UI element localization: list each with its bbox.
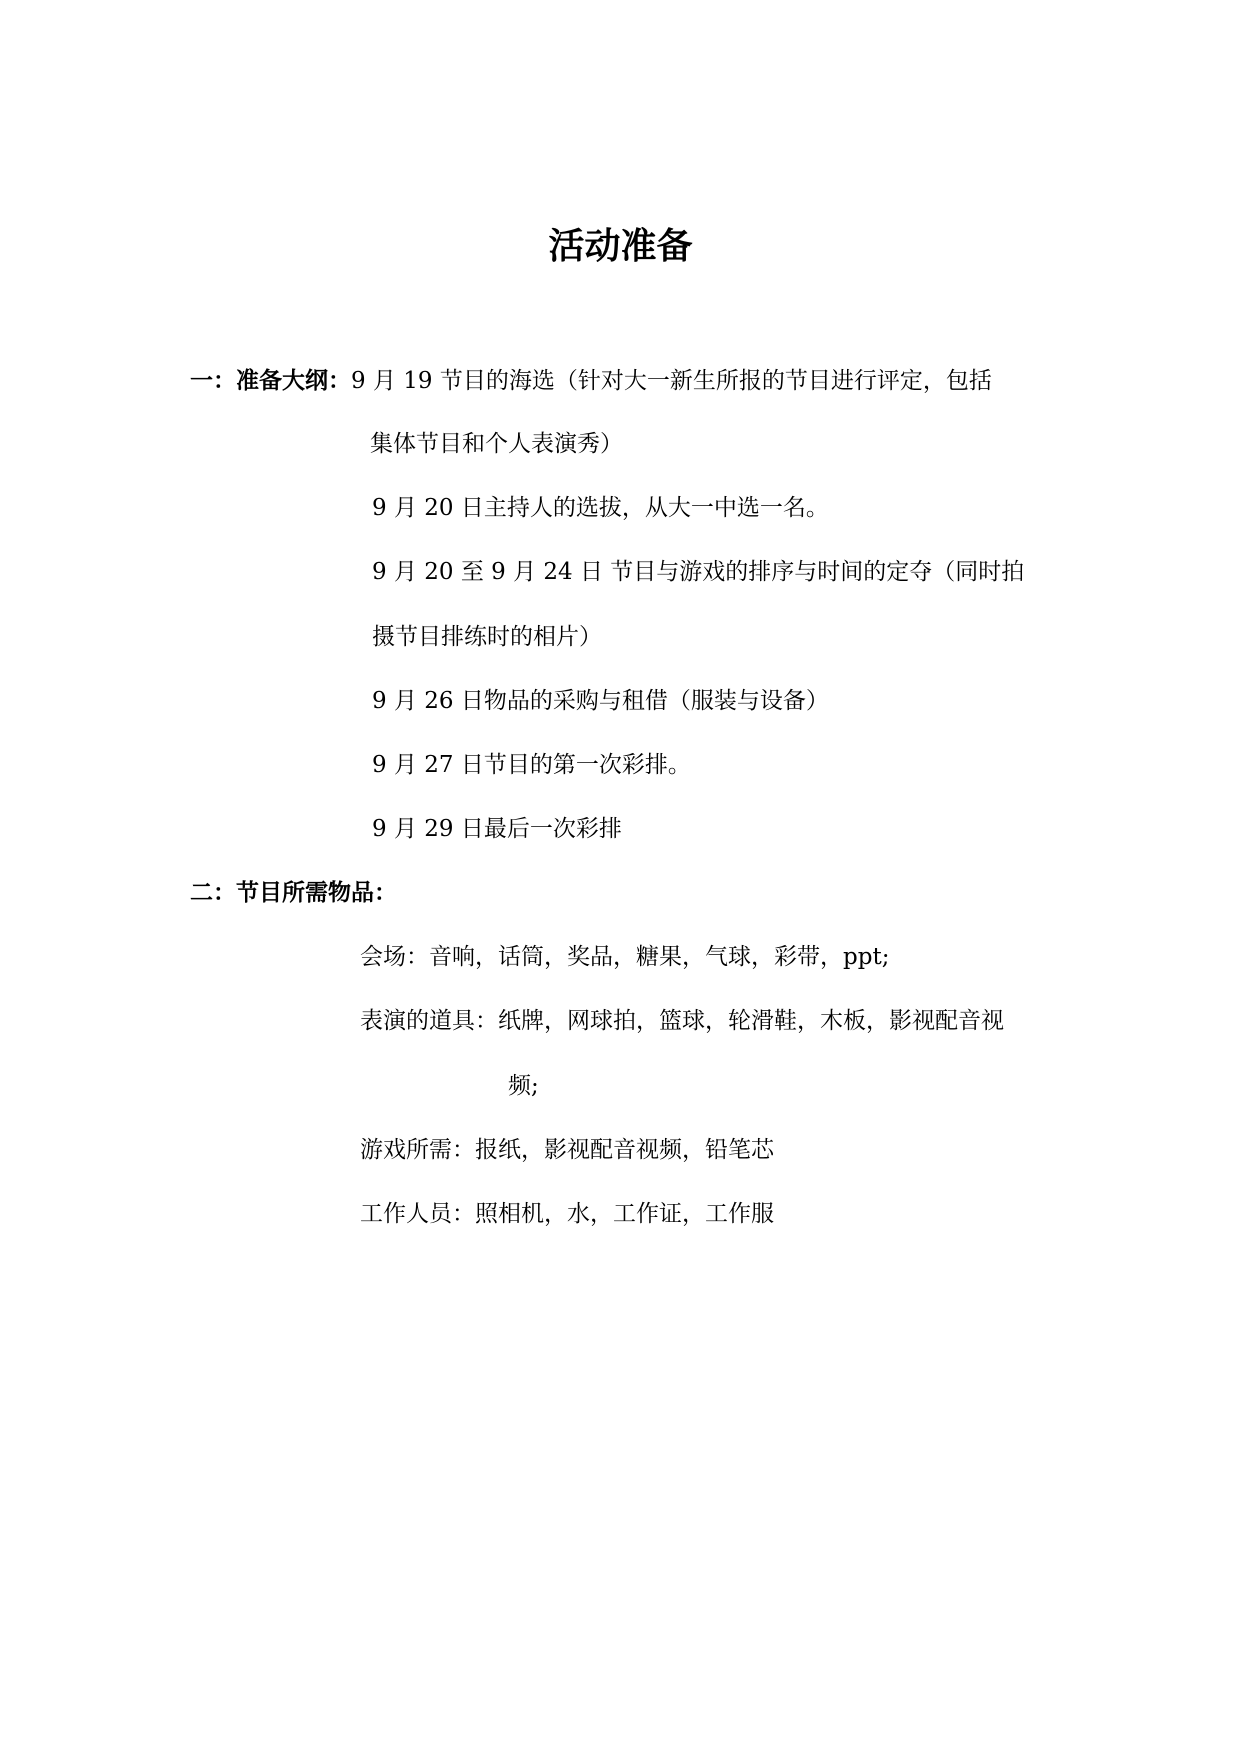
section1-line-7: 9 月 27 日节目的第一次彩排。 (372, 752, 691, 778)
section2-line-2: 表演的道具：纸牌，网球拍，篮球，轮滑鞋，木板，影视配音视 (360, 1008, 1004, 1034)
section1-line-1: 9 月 19 节目的海选（针对大一新生所报的节目进行评定，包括 (351, 368, 992, 394)
section2-line-1: 会场：音响，话筒，奖品，糖果，气球，彩带，ppt; (360, 944, 890, 970)
section1-line-4: 9 月 20 至 9 月 24 日 节目与游戏的排序与时间的定夺（同时拍 (372, 559, 1025, 585)
section2-heading: 二：节目所需物品： (190, 880, 397, 906)
document-title: 活动准备 (548, 226, 693, 267)
section2-line-5: 工作人员：照相机，水，工作证，工作服 (360, 1201, 774, 1227)
section2-line-4: 游戏所需：报纸，影视配音视频，铅笔芯 (360, 1137, 774, 1163)
section1-first-line (190, 365, 992, 397)
section1-label: 准备大纲： (236, 368, 351, 394)
section2-line-3: 频; (508, 1073, 539, 1099)
section1-line-2: 集体节目和个人表演秀） (370, 431, 623, 457)
section1-line-8: 9 月 29 日最后一次彩排 (372, 816, 622, 842)
section1-line-5: 摄节目排练时的相片） (372, 624, 602, 650)
section1-number: 一： (190, 368, 236, 394)
section1-line-6: 9 月 26 日物品的采购与租借（服装与设备） (372, 688, 829, 714)
section1-line-3: 9 月 20 日主持人的选拔，从大一中选一名。 (372, 495, 829, 521)
